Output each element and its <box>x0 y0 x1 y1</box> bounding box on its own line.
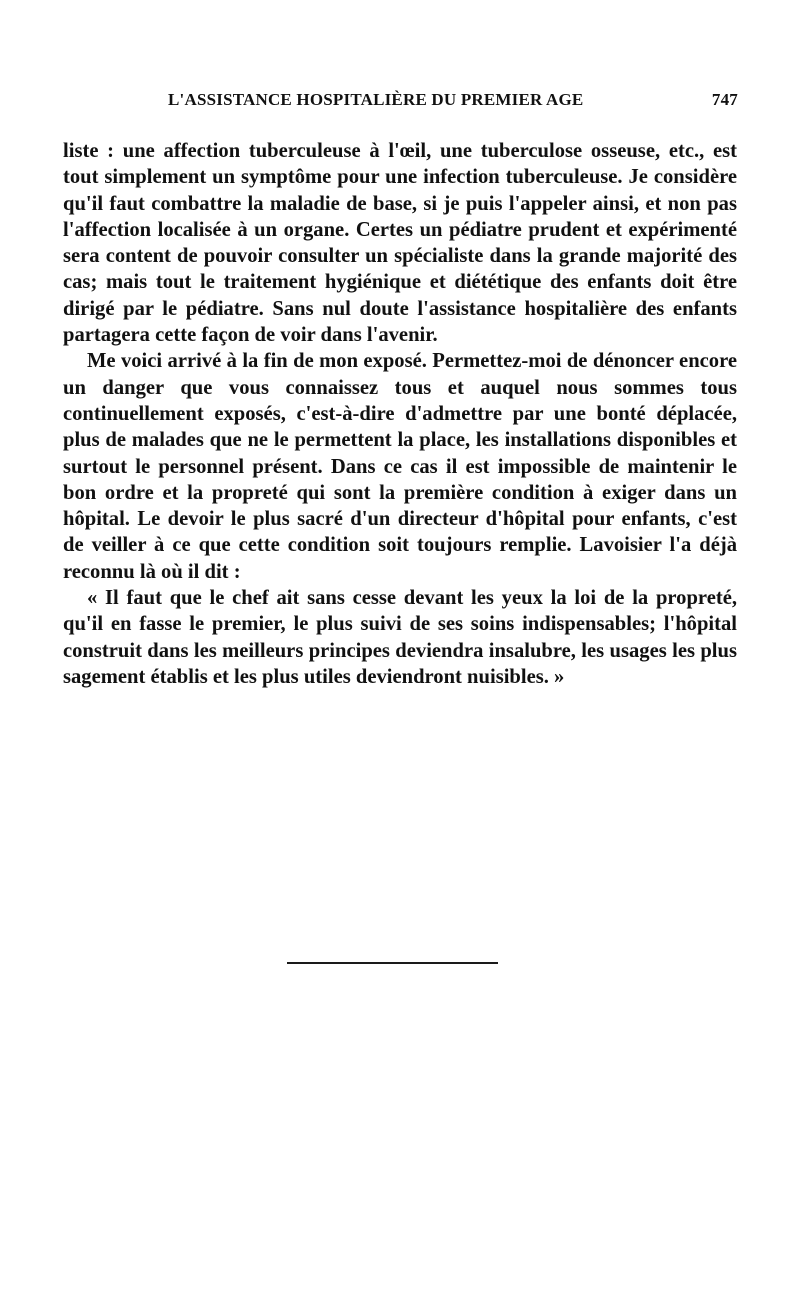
paragraph-continuation: liste : une affection tuberculeuse à l'œil, une tuberculose osseuse, etc., est tout simplement un symptôme pour une infection tuberculeuse. Je considère qu'il faut combattre la maladie de base, si je puis l'appeler ainsi, et non pas l'affection localisée à un organe. Certes un pédiatre prudent et expérimenté sera content de pouvoir consulter un spécialiste dans la grande majorité des cas; mais tout le traitement hygiénique et diététique des enfants doit être dirigé par le pédiatre. Sans nul doute l'assistance hospitalière des enfants partagera cette façon de voir dans l'avenir. <box>63 140 737 347</box>
section-end-rule <box>287 962 498 964</box>
lavoisier-quote: « Il faut que le chef ait sans cesse devant les yeux la loi de la propreté, qu'il en fasse le premier, le plus suivi de ses soins indispensables; l'hôpital construit dans les meilleurs principes deviendra insalubre, les usages les plus sagement établis et les plus utiles deviendront nuisibles. » <box>63 587 737 688</box>
page-number: 747 <box>711 90 738 109</box>
paragraph-conclusion: Me voici arrivé à la fin de mon exposé. Permettez-moi de dénoncer encore un danger que vous connaissez tous et auquel nous sommes tous continuellement exposés, c'est-à-dire d'admettre par une bonté déplacée, plus de malades que ne le permettent la place, les installations disponibles et surtout le personnel présent. Dans ce cas il est impossible de maintenir le bon ordre et la propreté qui sont la première condition à exiger dans un hôpital. Le devoir le plus sacré d'un directeur d'hôpital pour enfants, c'est de veiller à ce que cette condition soit toujours remplie. Lavoisier l'a déjà reconnu là où il dit : <box>63 350 737 583</box>
body-text <box>63 138 737 690</box>
running-header <box>168 90 738 114</box>
running-title: L'ASSISTANCE HOSPITALIÈRE DU PREMIER AGE <box>168 90 584 109</box>
